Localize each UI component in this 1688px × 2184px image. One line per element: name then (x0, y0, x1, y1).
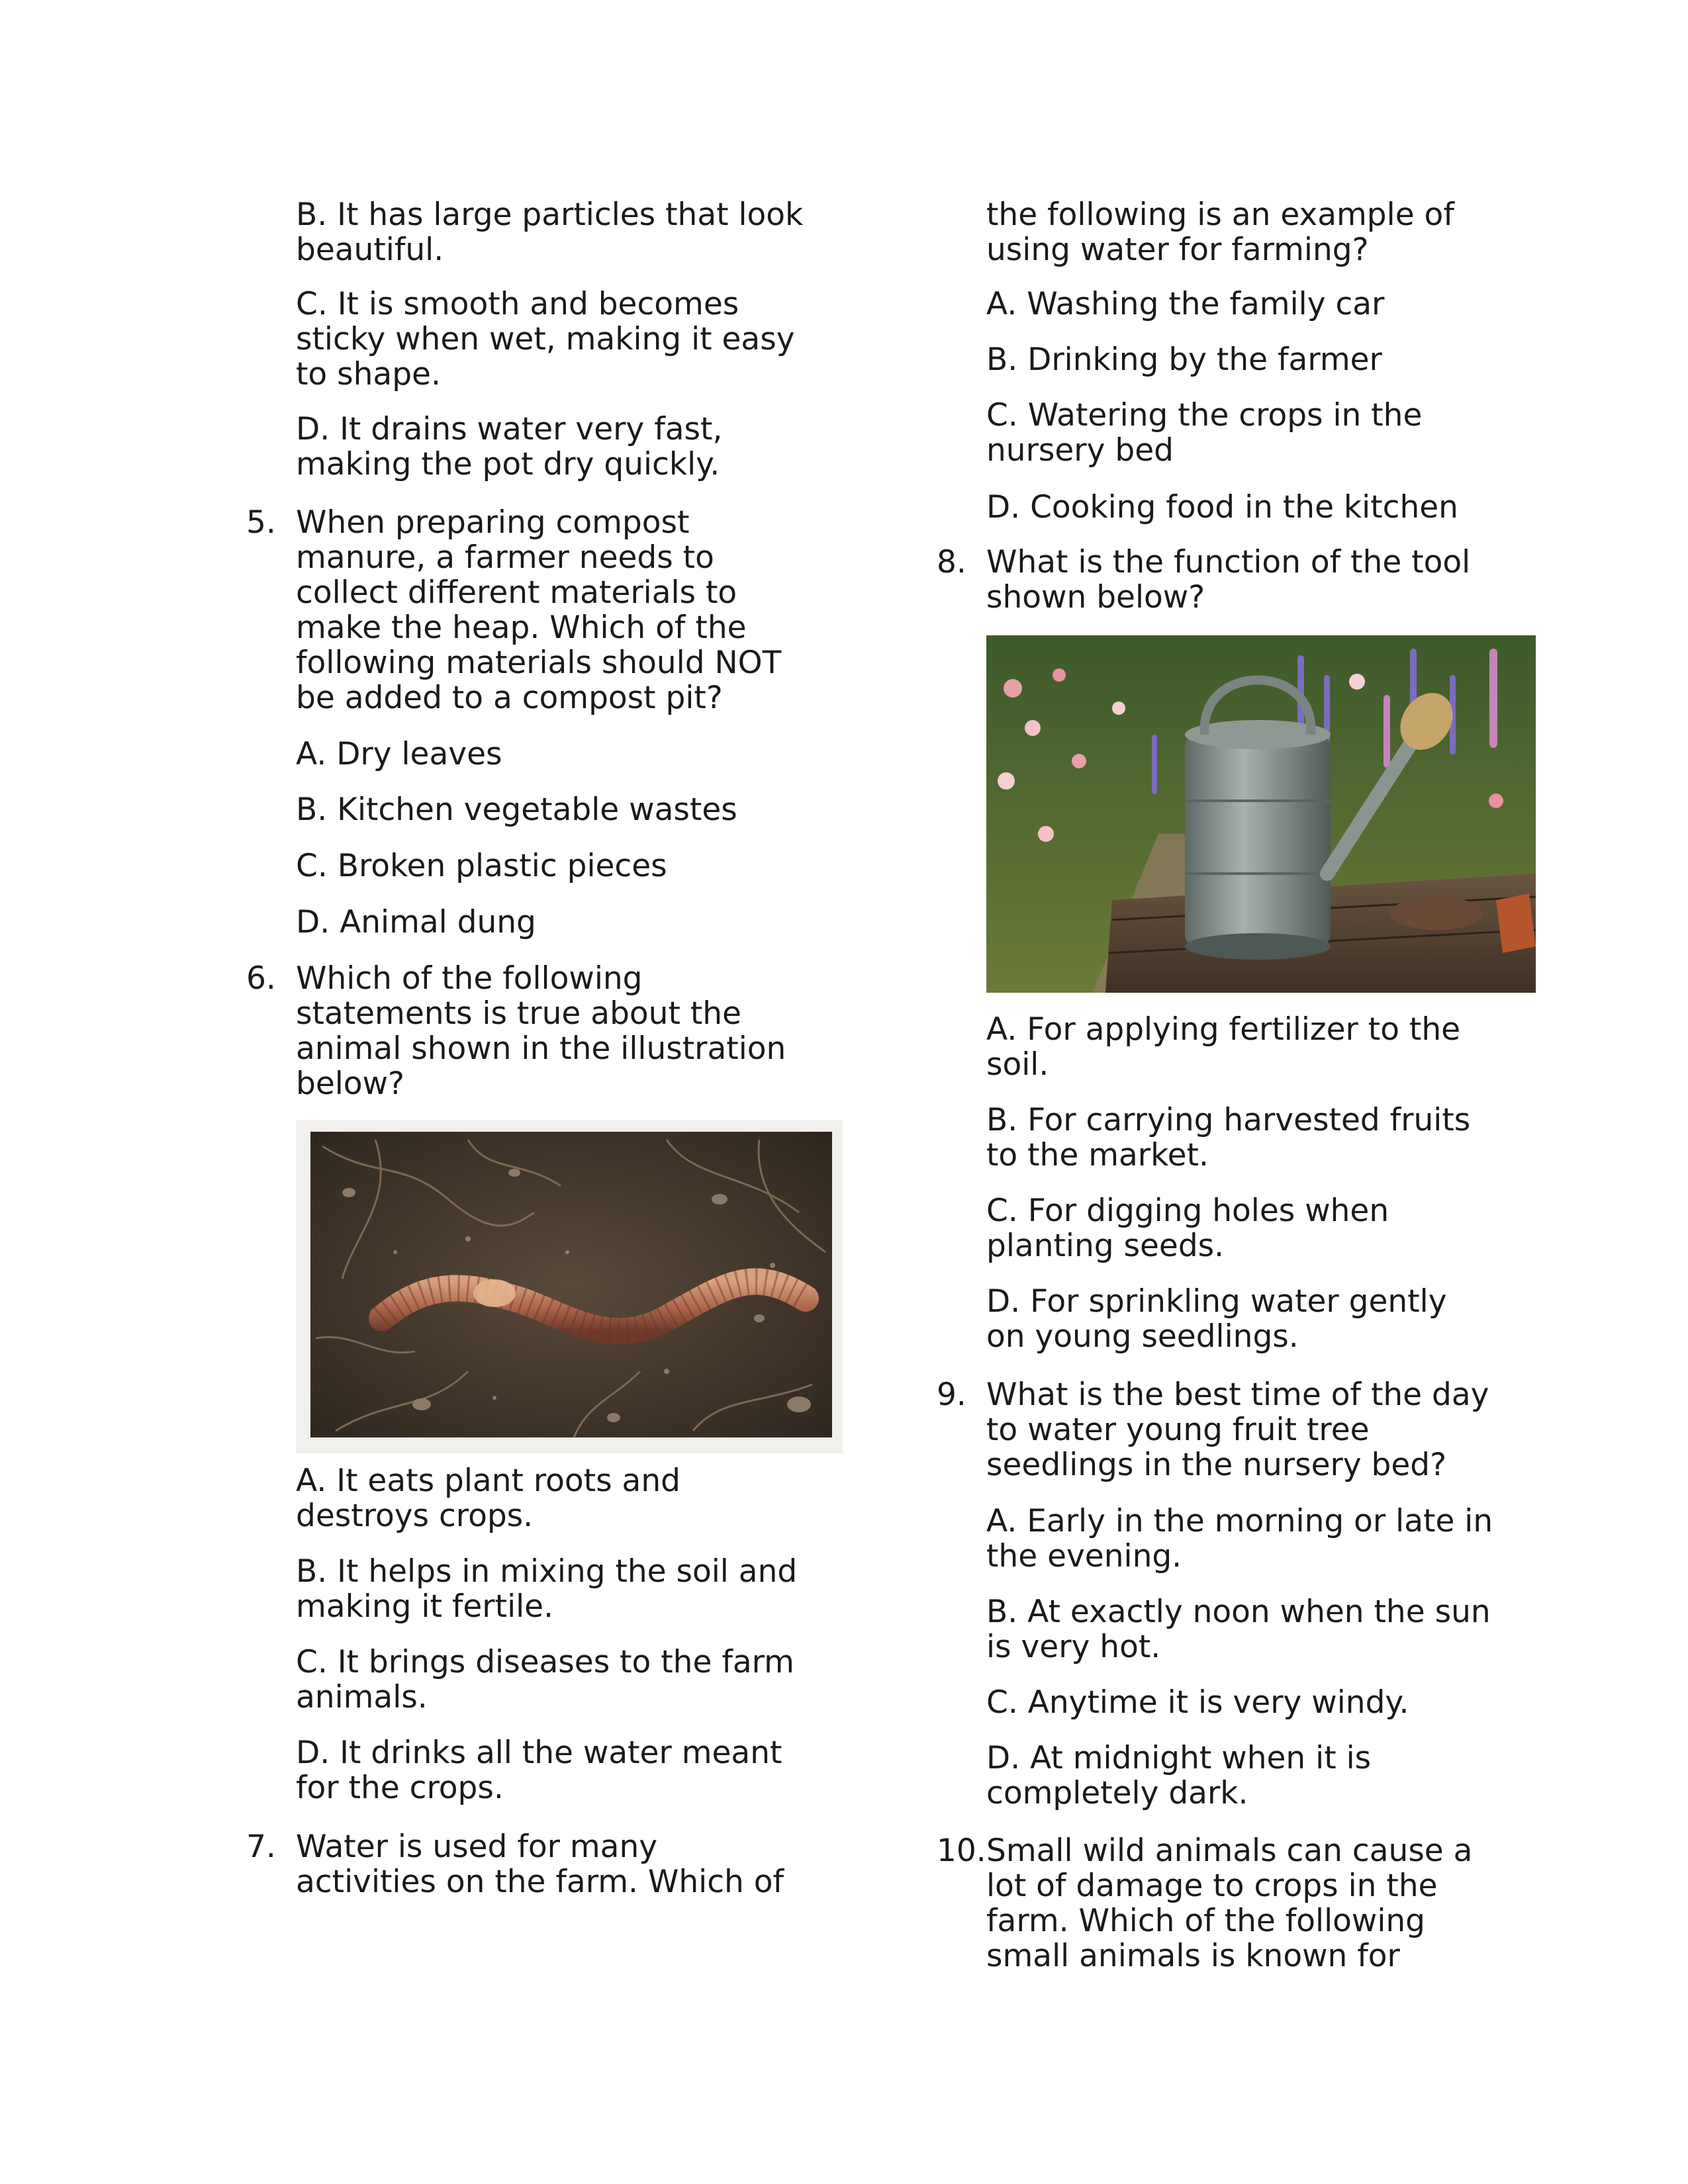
q10-question: Small wild animals can cause a lot of damage to crops in the farm. Which of the following small animals is known for (986, 1833, 1473, 1974)
q7-option-b[interactable]: B. Drinking by the farmer (986, 341, 1382, 378)
q7-question: Water is used for many activities on the farm. Which of (296, 1829, 784, 1900)
earthworm-image (296, 1120, 843, 1453)
q5-option-c[interactable]: C. Broken plastic pieces (296, 848, 667, 884)
q8-option-b[interactable]: B. For carrying harvested fruits to the market. (986, 1102, 1471, 1173)
earthworm-illustration (296, 1120, 843, 1453)
q8-question: What is the function of the tool shown below? (986, 544, 1471, 615)
q7-question-continued: the following is an example of using water for farming? (986, 197, 1454, 268)
q8-option-d[interactable]: D. For sprinkling water gently on young seedlings. (986, 1283, 1447, 1355)
q8-number: 8. (937, 544, 966, 580)
q5-option-d[interactable]: D. Animal dung (296, 904, 536, 940)
q5-option-a[interactable]: A. Dry leaves (296, 736, 502, 772)
q4-option-b[interactable]: B. It has large particles that look beautiful. (296, 197, 804, 268)
q7-number: 7. (246, 1829, 276, 1865)
watering-can-body (1185, 735, 1331, 946)
q6-option-c[interactable]: C. It brings diseases to the farm animals. (296, 1644, 794, 1715)
q6-option-d[interactable]: D. It drinks all the water meant for the crops. (296, 1735, 782, 1806)
q8-option-c[interactable]: C. For digging holes when planting seeds. (986, 1193, 1389, 1264)
q9-option-b[interactable]: B. At exactly noon when the sun is very hot. (986, 1594, 1491, 1665)
q5-option-b[interactable]: B. Kitchen vegetable wastes (296, 792, 737, 828)
q7-option-a[interactable]: A. Washing the family car (986, 286, 1385, 322)
q5-number: 5. (246, 504, 276, 541)
q6-question: Which of the following statements is true about the animal shown in the illustration below? (296, 960, 786, 1102)
q6-option-b[interactable]: B. It helps in mixing the soil and making it fertile. (296, 1553, 798, 1625)
q6-number: 6. (246, 960, 276, 997)
q7-option-d[interactable]: D. Cooking food in the kitchen (986, 489, 1458, 525)
q8-option-a[interactable]: A. For applying fertilizer to the soil. (986, 1011, 1461, 1083)
q7-option-c[interactable]: C. Watering the crops in the nursery bed (986, 397, 1423, 469)
q4-option-c[interactable]: C. It is smooth and becomes sticky when wet, making it easy to shape. (296, 286, 795, 392)
q4-option-d[interactable]: D. It drains water very fast, making the pot dry quickly. (296, 411, 723, 482)
q6-option-a[interactable]: A. It eats plant roots and destroys crops. (296, 1463, 680, 1534)
watering-can-photo (986, 635, 1536, 993)
q5-question: When preparing compost manure, a farmer needs to collect different materials to make the heap. Which of the following materials should NOT be added to a compost pit? (296, 504, 782, 716)
q9-number: 9. (937, 1377, 966, 1413)
q9-question: What is the best time of the day to water young fruit tree seedlings in the nursery bed? (986, 1377, 1489, 1483)
q9-option-a[interactable]: A. Early in the morning or late in the evening. (986, 1503, 1493, 1574)
q9-option-c[interactable]: C. Anytime it is very windy. (986, 1684, 1409, 1721)
earthworm-clitellum (473, 1279, 516, 1307)
q10-number: 10. (937, 1833, 986, 1869)
watering-can-image (986, 635, 1536, 993)
q9-option-d[interactable]: D. At midnight when it is completely dark. (986, 1740, 1372, 1811)
